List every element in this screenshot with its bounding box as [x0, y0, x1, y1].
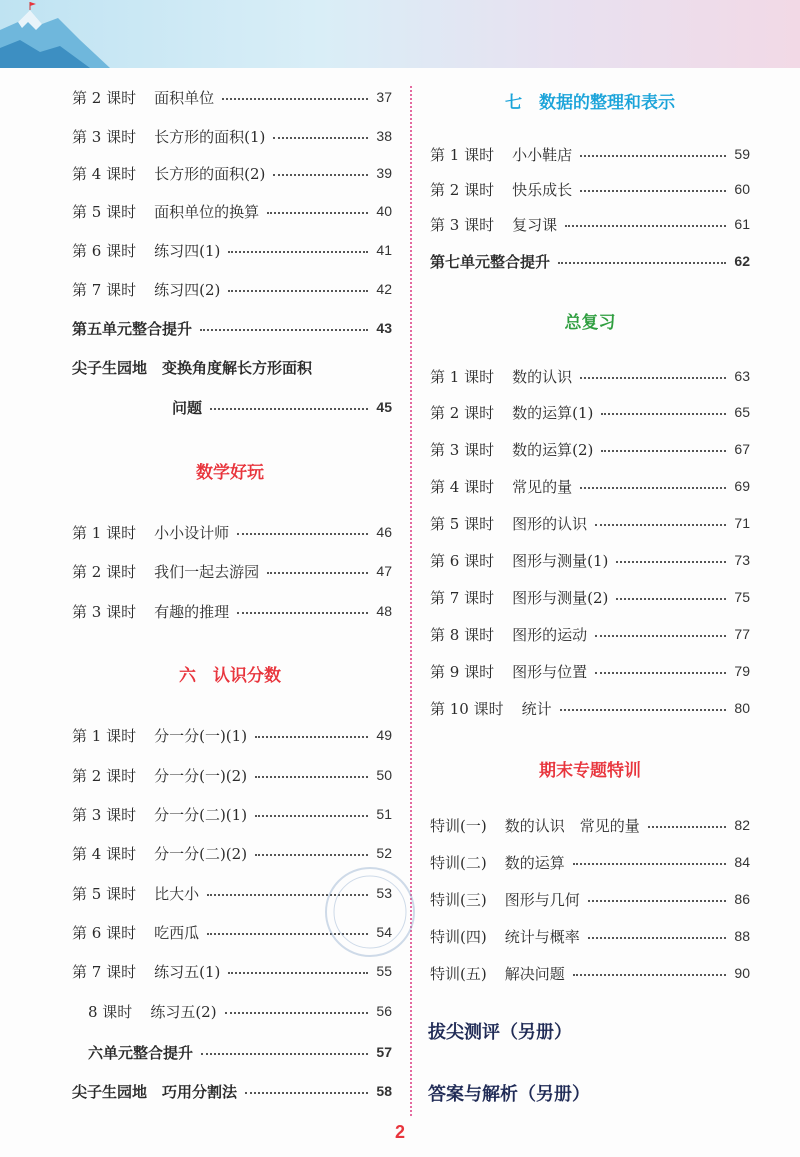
page-ref: 45 — [376, 399, 392, 415]
toc-title: 分一分(二)(2) — [154, 844, 248, 863]
leader-dots — [616, 561, 726, 563]
leader-dots — [588, 937, 727, 939]
toc-title: 第五单元整合提升 — [72, 319, 193, 338]
page-ref: 59 — [734, 146, 750, 162]
toc-title: 练习四(1) — [154, 241, 221, 260]
lesson-label: 第 8 课时 — [430, 625, 495, 644]
toc-row — [430, 473, 750, 499]
toc-title: 数的认识 常见的量 — [504, 816, 640, 835]
leader-dots — [580, 190, 726, 192]
toc-row — [88, 998, 392, 1024]
leader-dots — [222, 98, 368, 100]
leader-dots — [210, 408, 368, 410]
leader-dots — [237, 612, 368, 614]
page-ref: 62 — [734, 253, 750, 269]
toc-title: 尖子生园地 变换角度解长方形面积 — [72, 358, 313, 377]
toc-row — [430, 141, 750, 167]
leader-dots — [595, 524, 726, 526]
lesson-label: 第 1 课时 — [430, 145, 495, 164]
page-ref: 80 — [734, 700, 750, 716]
toc-row — [430, 621, 750, 647]
toc-row — [72, 84, 392, 110]
page-ref: 69 — [734, 478, 750, 494]
garden-row-cont — [72, 394, 392, 420]
toc-row — [72, 722, 392, 748]
lesson-label: 第 2 课时 — [72, 562, 137, 581]
page-ref: 43 — [376, 320, 392, 336]
toc-title: 快乐成长 — [512, 180, 573, 199]
toc-title: 图形的认识 — [512, 514, 588, 533]
toc-row — [430, 658, 750, 684]
lesson-label: 第 7 课时 — [430, 588, 495, 607]
lesson-label: 第 7 课时 — [72, 962, 137, 981]
toc-row — [430, 849, 750, 875]
lesson-label: 第 1 课时 — [430, 367, 495, 386]
toc-row — [72, 762, 392, 788]
unit-review-row — [430, 248, 750, 274]
toc-title: 小小鞋店 — [512, 145, 573, 164]
lesson-label: 第 6 课时 — [430, 551, 495, 570]
page-ref: 38 — [376, 128, 392, 144]
leader-dots — [558, 262, 726, 264]
page-ref: 54 — [376, 924, 392, 940]
leader-dots — [573, 974, 727, 976]
toc-row — [430, 363, 750, 389]
lesson-label: 特训(五) — [430, 964, 487, 983]
toc-title: 长方形的面积(2) — [154, 164, 266, 183]
toc-title: 六单元整合提升 — [88, 1043, 194, 1062]
leader-dots — [601, 413, 726, 415]
toc-title: 小小设计师 — [154, 523, 230, 542]
leader-dots — [601, 450, 726, 452]
page-ref: 82 — [734, 817, 750, 833]
section-heading-unit6: 六 认识分数 — [179, 666, 281, 686]
leader-dots — [580, 155, 726, 157]
page-ref: 41 — [376, 242, 392, 258]
page-ref: 90 — [734, 965, 750, 981]
extra-assessment: 拔尖测评（另册） — [428, 1022, 572, 1043]
leader-dots — [273, 174, 368, 176]
unit-review-row — [88, 1039, 392, 1065]
garden-row — [72, 1078, 392, 1104]
leader-dots — [595, 672, 726, 674]
leader-dots — [255, 736, 368, 738]
toc-row — [72, 237, 392, 263]
leader-dots — [200, 329, 368, 331]
lesson-label: 第 3 课时 — [72, 602, 137, 621]
toc-title: 数的运算(1) — [512, 403, 594, 422]
page-ref: 73 — [734, 552, 750, 568]
page-ref: 39 — [376, 165, 392, 181]
toc-row — [72, 598, 392, 624]
lesson-label: 第 5 课时 — [72, 884, 137, 903]
lesson-label: 第 4 课时 — [430, 477, 495, 496]
toc-title: 分一分(二)(1) — [154, 805, 248, 824]
toc-title: 分一分(一)(2) — [154, 766, 248, 785]
leader-dots — [573, 863, 727, 865]
lesson-label: 特训(二) — [430, 853, 487, 872]
section-heading-final: 期末专题特训 — [539, 761, 641, 781]
toc-title: 图形与几何 — [504, 890, 580, 909]
toc-row — [72, 801, 392, 827]
leader-dots — [267, 212, 368, 214]
leader-dots — [228, 290, 368, 292]
page-ref: 58 — [376, 1083, 392, 1099]
toc-row — [72, 558, 392, 584]
toc-title: 面积单位 — [154, 88, 215, 107]
page-ref: 46 — [376, 524, 392, 540]
page-ref: 75 — [734, 589, 750, 605]
lesson-label: 第 4 课时 — [72, 844, 137, 863]
page-ref: 53 — [376, 885, 392, 901]
leader-dots — [237, 533, 368, 535]
toc-title: 练习五(1) — [154, 962, 221, 981]
toc-title: 统计与概率 — [504, 927, 580, 946]
page-ref: 60 — [734, 181, 750, 197]
page-ref: 49 — [376, 727, 392, 743]
toc-title: 吃西瓜 — [154, 923, 200, 942]
lesson-label: 第 1 课时 — [72, 726, 137, 745]
leader-dots — [255, 854, 368, 856]
toc-row — [430, 211, 750, 237]
leader-dots — [225, 1012, 369, 1014]
page-ref: 86 — [734, 891, 750, 907]
toc-row — [430, 923, 750, 949]
toc-title: 图形与测量(1) — [512, 551, 609, 570]
page-ref: 55 — [376, 963, 392, 979]
toc-title: 有趣的推理 — [154, 602, 230, 621]
page-ref: 77 — [734, 626, 750, 642]
lesson-label: 第 4 课时 — [72, 164, 137, 183]
toc-title: 图形与位置 — [512, 662, 588, 681]
lesson-label: 第 3 课时 — [72, 805, 137, 824]
section-heading-review: 总复习 — [564, 313, 616, 333]
toc-title: 常见的量 — [512, 477, 573, 496]
lesson-label: 8 课时 — [88, 1002, 133, 1021]
page-ref: 42 — [376, 281, 392, 297]
leader-dots — [565, 225, 726, 227]
page-ref: 63 — [734, 368, 750, 384]
page-ref: 50 — [376, 767, 392, 783]
toc-row — [430, 812, 750, 838]
toc-title: 练习四(2) — [154, 280, 221, 299]
toc-row — [72, 519, 392, 545]
unit-review-row — [72, 315, 392, 341]
lesson-label: 第 3 课时 — [430, 215, 495, 234]
lesson-label: 第 2 课时 — [430, 180, 495, 199]
leader-dots — [228, 251, 368, 253]
toc-title: 面积单位的换算 — [154, 202, 260, 221]
toc-title: 复习课 — [512, 215, 558, 234]
page-ref: 88 — [734, 928, 750, 944]
mountain-decoration-icon — [0, 0, 110, 68]
leader-dots — [201, 1053, 368, 1055]
toc-row — [430, 886, 750, 912]
toc-row — [430, 960, 750, 986]
section-heading-unit7: 七 数据的整理和表示 — [505, 93, 675, 113]
leader-dots — [267, 572, 368, 574]
leader-dots — [255, 815, 368, 817]
leader-dots — [273, 137, 368, 139]
lesson-label: 第 3 课时 — [72, 127, 137, 146]
toc-title: 解决问题 — [504, 964, 565, 983]
toc-row — [72, 276, 392, 302]
toc-row — [72, 123, 392, 149]
leader-dots — [245, 1092, 368, 1094]
lesson-label: 第 1 课时 — [72, 523, 137, 542]
watermark-stamp-icon — [305, 862, 435, 962]
lesson-label: 第 2 课时 — [72, 766, 137, 785]
lesson-label: 第 5 课时 — [430, 514, 495, 533]
toc-row — [430, 695, 750, 721]
page-ref: 67 — [734, 441, 750, 457]
lesson-label: 第 6 课时 — [72, 923, 137, 942]
toc-row — [72, 198, 392, 224]
page-ref: 71 — [734, 515, 750, 531]
leader-dots — [255, 776, 368, 778]
page-ref: 61 — [734, 216, 750, 232]
toc-row — [430, 176, 750, 202]
lesson-label: 第 2 课时 — [430, 403, 495, 422]
lesson-label: 第 10 课时 — [430, 699, 504, 718]
leader-dots — [580, 377, 726, 379]
toc-title: 尖子生园地 巧用分割法 — [72, 1082, 238, 1101]
toc-title: 第七单元整合提升 — [430, 252, 551, 271]
lesson-label: 特训(四) — [430, 927, 487, 946]
section-heading-fun: 数学好玩 — [196, 463, 264, 483]
toc-row — [430, 510, 750, 536]
lesson-label: 第 5 课时 — [72, 202, 137, 221]
toc-title: 数的认识 — [512, 367, 573, 386]
header-band — [0, 0, 800, 68]
leader-dots — [588, 900, 727, 902]
leader-dots — [560, 709, 727, 711]
lesson-label: 特训(一) — [430, 816, 487, 835]
lesson-label: 第 3 课时 — [430, 440, 495, 459]
garden-row — [72, 354, 392, 380]
leader-dots — [595, 635, 726, 637]
toc-row — [430, 584, 750, 610]
page-ref: 65 — [734, 404, 750, 420]
page-ref: 57 — [376, 1044, 392, 1060]
toc-row — [430, 436, 750, 462]
page-ref: 52 — [376, 845, 392, 861]
page-ref: 47 — [376, 563, 392, 579]
page-number: 2 — [394, 1122, 405, 1142]
leader-dots — [648, 826, 727, 828]
leader-dots — [228, 972, 368, 974]
page-ref: 56 — [376, 1003, 392, 1019]
page-ref: 37 — [376, 89, 392, 105]
toc-title: 长方形的面积(1) — [154, 127, 266, 146]
toc-title: 数的运算(2) — [512, 440, 594, 459]
page-ref: 84 — [734, 854, 750, 870]
toc-title: 比大小 — [154, 884, 200, 903]
lesson-label: 第 6 课时 — [72, 241, 137, 260]
toc-title: 练习五(2) — [150, 1002, 217, 1021]
page-ref: 79 — [734, 663, 750, 679]
leader-dots — [580, 487, 726, 489]
toc-title: 数的运算 — [504, 853, 565, 872]
lesson-label: 特训(三) — [430, 890, 487, 909]
page-ref: 51 — [376, 806, 392, 822]
page-ref: 48 — [376, 603, 392, 619]
toc-title: 图形与测量(2) — [512, 588, 609, 607]
page-ref: 40 — [376, 203, 392, 219]
toc-row — [430, 547, 750, 573]
extra-answers: 答案与解析（另册） — [428, 1084, 590, 1105]
lesson-label: 第 2 课时 — [72, 88, 137, 107]
lesson-label: 第 7 课时 — [72, 280, 137, 299]
toc-title: 我们一起去游园 — [154, 562, 260, 581]
lesson-label: 第 9 课时 — [430, 662, 495, 681]
toc-title: 图形的运动 — [512, 625, 588, 644]
toc-title: 分一分(一)(1) — [154, 726, 248, 745]
toc-title: 统计 — [521, 699, 552, 718]
toc-title: 问题 — [172, 398, 203, 417]
toc-row — [430, 399, 750, 425]
leader-dots — [616, 598, 726, 600]
toc-row — [72, 160, 392, 186]
